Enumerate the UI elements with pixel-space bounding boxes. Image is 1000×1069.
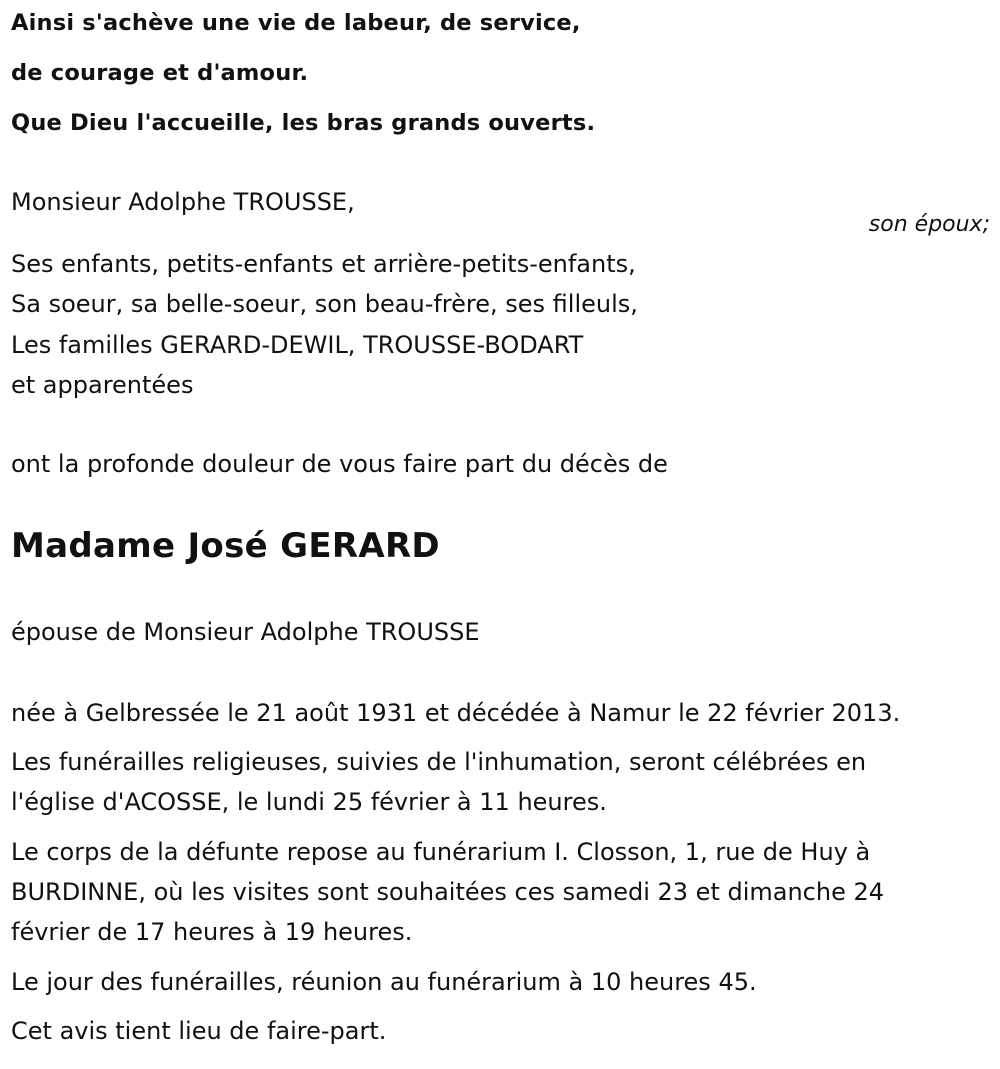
spouse-name: Monsieur Adolphe TROUSSE, xyxy=(11,188,355,216)
closing-text: Cet avis tient lieu de faire-part. xyxy=(11,1017,387,1045)
family-line-4: et apparentées xyxy=(11,371,194,399)
deceased-name: Madame José GERARD xyxy=(11,526,440,566)
funeral-line-1: Les funérailles religieuses, suivies de l'inhumation, seront célébrées en xyxy=(11,748,867,776)
spouse-of-text: épouse de Monsieur Adolphe TROUSSE xyxy=(11,618,480,646)
funeral-line-2: l'église d'ACOSSE, le lundi 25 février à 11 heures. xyxy=(11,788,607,816)
body-line-2: BURDINNE, où les visites sont souhaitées ces samedi 23 et dimanche 24 xyxy=(11,878,885,906)
epigraph-line-2: de courage et d'amour. xyxy=(11,60,309,86)
meeting-text: Le jour des funérailles, réunion au funérarium à 10 heures 45. xyxy=(11,968,757,996)
spouse-relation: son époux; xyxy=(868,212,990,237)
body-line-3: février de 17 heures à 19 heures. xyxy=(11,918,413,946)
epigraph-line-3: Que Dieu l'accueille, les bras grands ouverts. xyxy=(11,110,596,136)
epigraph-line-1: Ainsi s'achève une vie de labeur, de service, xyxy=(11,10,581,36)
family-line-1: Ses enfants, petits-enfants et arrière-petits-enfants, xyxy=(11,250,636,278)
announcement-text: ont la profonde douleur de vous faire part du décès de xyxy=(11,450,668,478)
family-line-2: Sa soeur, sa belle-soeur, son beau-frère, ses filleuls, xyxy=(11,290,638,318)
body-line-1: Le corps de la défunte repose au funérarium I. Closson, 1, rue de Huy à xyxy=(11,838,871,866)
birth-death-text: née à Gelbressée le 21 août 1931 et décédée à Namur le 22 février 2013. xyxy=(11,699,901,727)
family-line-3: Les familles GERARD-DEWIL, TROUSSE-BODART xyxy=(11,331,584,359)
